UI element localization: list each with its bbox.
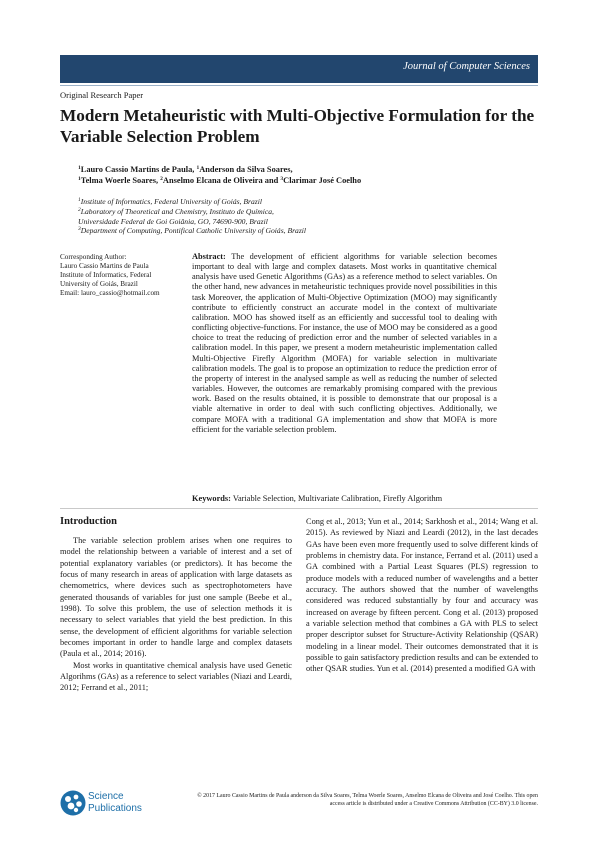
affiliation-text: Institute of Informatics, Federal University of Goiás, Brazil <box>80 197 262 206</box>
header-rule <box>60 85 538 86</box>
paper-title: Modern Metaheuristic with Multi-Objective Formulation for the Variable Selection Problem <box>60 106 535 146</box>
corresponding-author <box>60 253 185 298</box>
affiliation-text: Laboratory of Theoretical and Chemistry, Instituto de Química, <box>80 206 274 216</box>
keywords <box>192 494 512 503</box>
article-type: Original Research Paper <box>60 90 144 100</box>
affiliation-line <box>78 217 306 227</box>
corr-affil: University of Goiás, Brazil <box>60 280 138 289</box>
corr-affil: Institute of Informatics, Federal <box>60 271 152 280</box>
keywords-label: Keywords: <box>192 494 231 503</box>
right-column <box>306 516 538 675</box>
affiliation-sup: 2 <box>78 206 81 213</box>
abstract <box>192 252 497 435</box>
author-sup: 1 <box>78 176 81 182</box>
abstract-label: Abstract: <box>192 252 226 261</box>
publisher-line1: Science <box>88 791 124 802</box>
section-divider <box>60 508 538 509</box>
author-name: Clarimar José Coelho <box>283 176 362 185</box>
affiliation-line <box>78 226 306 236</box>
publisher-logo <box>60 790 170 816</box>
affiliation-line <box>78 207 306 217</box>
left-column <box>60 516 292 694</box>
affiliation-sup: 3 <box>78 226 81 233</box>
body-paragraph: Most works in quantitative chemical analysis have used Genetic Algorihms (GAs) as a reference to select variables (Niazi and Leardi, 2012; Ferrand et al., 2011; <box>60 660 292 693</box>
author-sup: 3 <box>280 176 284 182</box>
body-paragraph: Cong et al., 2013; Yun et al., 2014; Sarkhosh et al., 2014; Wang et al. 2015). As reviewed by Niazi and Leardi (2012), in the last decades GAs have been even more frequently used to solve different kinds of problems in chemistry data. For instance, Ferrand et al. (2011) used a GA combined with a Partial Least Squares (PLS) regression to produce models with a reduced number of wavelengths and a better accuracy. The authors showed that the number of wavelengths considered was reduced substantially by four and accuracy was increased on average by fifteen percent. Cong et al. (2013) proposed a variable selection method that combines a GA with PLS to select proper descriptor subset for Structure-Activity Relationship (QSAR) modeling in a linear model. Their outcomes demonstrated that it is possible to gain satisfactory prediction results and can be extended to other QSAR studies. Yun et al. (2014) presented a modified GA with <box>306 517 538 674</box>
publisher-line2: Publications <box>88 803 142 814</box>
author-line <box>78 164 361 175</box>
author-sup: 1 <box>196 165 200 171</box>
affiliation-text: Universidade Federal de Goi Goiânia, GO, 74690-900, Brazil <box>78 216 268 226</box>
author-line <box>78 175 361 186</box>
journal-banner <box>60 55 538 83</box>
body-paragraph: The variable selection problem arises when one requires to model the relationship between a variable of interest and a set of potential explanatory variables (or predictors). It has become the focus of many research in areas of application with large datasets as chemometrics, where devices such as spectrophotometers have generated thousands of variables for just one sample (Beebe et al., 1998). To solve this problem, the use of selection methods it is necessary to select variables that yield the best prediction. In this sense, the development of efficient algorithms for variable selection becomes important in order to handle large and complex datasets (Paula et al., 2014; 2016). <box>60 536 292 659</box>
journal-title: Journal of Computer Sciences <box>403 61 530 72</box>
author-name: Anderson da Silva Soares, <box>199 165 293 174</box>
author-name: Telma Woerle Soares, <box>80 176 161 185</box>
abstract-text: The development of efficient algorithms for variable selection becomes important to deal with large and complex datasets. Most works in quantitative chemical analysis have used Genetic Algorithms (GAs) as a reference method to select variables. On the other hand, new advances in metaheuristic techniques provide novel possibilities in this task Moreover, the application of Multi-Objective Optimization (MOO) may significantly contribute to efficiently construct an accurate model in the context of multivariate calibration. MOO has showed itself as an efficiently and successful tool to dealing with conflicting objective-functions. For instance, the use of MOO may be considered as a good choice to treat the reducing of prediction error and the number of selected variables in a calibration model. In this paper, we present a modern metaheuristic implementation called Multi-Objective Firefly Algorithm (MOFA) for variable selection in multivariate calibration models. The goal is to propose an optimization to reduce the prediction error of the property of interest in the analysed sample as well as reducing the number of selected variables. However, the outcomes are remarkably promising compared with the previous work. Based on the results obtained, it is possible to demonstrate that our proposal is a viable alternative in order to deal with such conflicting objectives. Additionally, we compare MOFA with a traditional GA implementation and show that MOFA is more efficient for the variable selection problem. <box>192 252 498 434</box>
section-heading: Introduction <box>60 516 117 527</box>
corr-name: Lauro Cassio Martins de Paula <box>60 262 149 271</box>
publisher-name <box>88 791 142 815</box>
affiliation-line <box>78 197 306 207</box>
corr-email: Email: lauro_cassio@hotmail.com <box>60 289 160 298</box>
author-sup: 2 <box>160 176 163 182</box>
author-list <box>78 164 361 186</box>
copyright-notice: © 2017 Lauro Cassio Martins de Paula anderson da Silva Soares, Telma Woerle Soares, Anselmo Elcana de Oliveira and José Coelho. This open access article is distributed under a Creative Commons Attribution (CC-BY) 3.0 license. <box>197 793 538 807</box>
corr-label: Corresponding Author: <box>60 253 127 261</box>
author-sup: 1 <box>78 165 81 171</box>
science-publications-icon <box>60 790 86 816</box>
keywords-text: Variable Selection, Multivariate Calibration, Firefly Algorithm <box>232 494 443 503</box>
affiliation-text: Department of Computing, Pontifical Catholic University of Goiás, Brazil <box>80 226 307 236</box>
affiliations <box>78 197 306 236</box>
author-name: Anselmo Elcana de Oliveira and <box>162 176 281 185</box>
affiliation-sup: 1 <box>78 197 81 203</box>
author-name: Lauro Cassio Martins de Paula, <box>80 165 197 174</box>
